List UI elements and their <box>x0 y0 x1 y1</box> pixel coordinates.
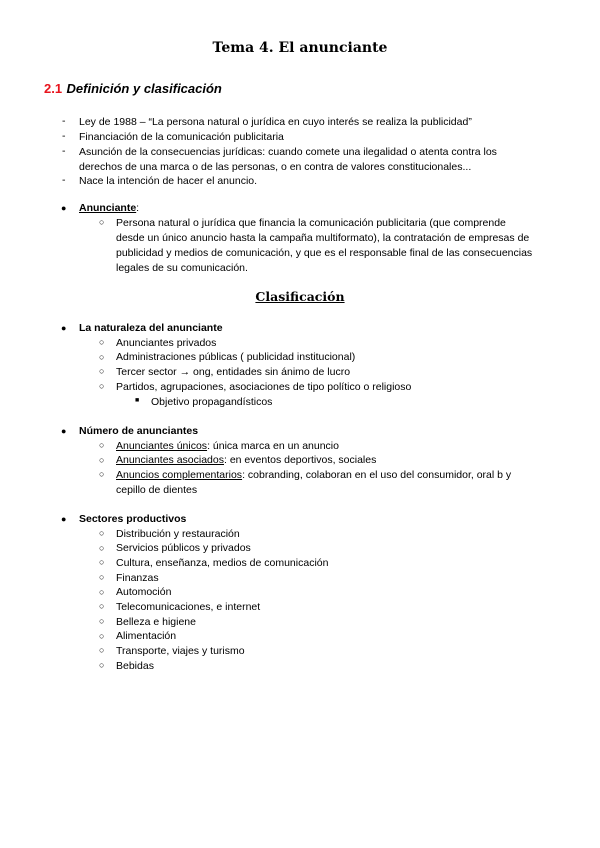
list-item: Transporte, viajes y turismo <box>116 645 245 657</box>
clasificacion-title: Clasificación <box>255 289 345 304</box>
term-description: : en eventos deportivos, sociales <box>224 454 377 466</box>
list-item: Finanzas <box>116 572 159 584</box>
list-item: Financiación de la comunicación publicitaria <box>79 131 284 143</box>
list-item <box>116 453 376 468</box>
term-description: : cobranding, colaboran en el uso del consumidor, oral b y <box>242 469 512 481</box>
circle-bullet-icon: ○ <box>99 337 105 347</box>
circle-bullet-icon: ○ <box>99 645 105 655</box>
circle-bullet-icon: ○ <box>99 440 105 450</box>
sub-list-item: Objetivo propagandísticos <box>151 396 273 408</box>
list-item-continuation: cepillo de dientes <box>116 484 198 496</box>
list-item: Alimentación <box>116 630 177 642</box>
numero-heading: Número de anunciantes <box>79 425 199 437</box>
dash-marker: - <box>62 145 66 157</box>
list-item: Tercer sector → ong, entidades sin ánimo de lucro <box>116 366 351 378</box>
term: Anunciantes únicos <box>116 440 208 452</box>
circle-bullet-icon: ○ <box>99 381 105 391</box>
square-bullet-icon: ■ <box>135 397 140 404</box>
section-number: 2.1 <box>44 81 63 96</box>
bullet-icon: ● <box>61 323 67 333</box>
list-item: Distribución y restauración <box>116 528 240 540</box>
dash-marker: - <box>62 174 66 186</box>
bullet-icon: ● <box>61 514 67 524</box>
list-item: Cultura, enseñanza, medios de comunicación <box>116 557 329 569</box>
sectores-heading: Sectores productivos <box>79 513 187 525</box>
dash-marker: - <box>62 130 66 142</box>
circle-bullet-icon: ○ <box>99 528 105 538</box>
list-item: Asunción de la consecuencias jurídicas: cuando comete una ilegalidad o atenta contra los <box>79 146 497 158</box>
circle-bullet-icon: ○ <box>99 660 105 670</box>
list-item: Bebidas <box>116 660 154 672</box>
anunciante-colon: : <box>136 202 140 214</box>
dash-marker: - <box>62 115 66 127</box>
definition-line: publicidad y medios de comunicación, y que es el responsable final de las consecuencias <box>116 247 533 259</box>
circle-bullet-icon: ○ <box>99 587 105 597</box>
definition-line: Persona natural o jurídica que financia la comunicación publicitaria (que comprende <box>116 217 506 229</box>
list-item: Partidos, agrupaciones, asociaciones de tipo político o religioso <box>116 381 412 393</box>
list-item: Anunciantes privados <box>116 337 217 349</box>
definition-line: legales de su comunicación. <box>116 262 248 274</box>
term: Anunciantes asociados <box>116 454 224 466</box>
list-item <box>116 439 339 454</box>
section-title: Definición y clasificación <box>66 81 222 96</box>
list-item: Automoción <box>116 586 172 598</box>
list-item: Belleza e higiene <box>116 616 196 628</box>
bullet-icon: ● <box>61 426 67 436</box>
list-item: Servicios públicos y privados <box>116 542 251 554</box>
section-heading <box>44 80 222 98</box>
circle-bullet-icon: ○ <box>99 455 105 465</box>
circle-bullet-icon: ○ <box>99 572 105 582</box>
circle-bullet-icon: ○ <box>99 616 105 626</box>
circle-bullet-icon: ○ <box>99 352 105 362</box>
document-title: Tema 4. El anunciante <box>212 40 388 56</box>
bullet-icon: ● <box>61 203 67 213</box>
anunciante-label: Anunciante <box>79 202 137 214</box>
circle-bullet-icon: ○ <box>99 557 105 567</box>
list-item-continuation: derechos de una marca o de las personas, o en contra de valores constitucionales... <box>79 161 472 173</box>
list-item: Telecomunicaciones, e internet <box>116 601 261 613</box>
definition-line: desde un único anuncio hasta la campaña multiformato), la contratación de empresas de <box>116 232 530 244</box>
circle-bullet-icon: ○ <box>99 601 105 611</box>
naturaleza-heading: La naturaleza del anunciante <box>79 322 223 334</box>
circle-bullet-icon: ○ <box>99 631 105 641</box>
term: Anuncios complementarios <box>116 469 243 481</box>
circle-bullet-icon: ○ <box>99 366 105 376</box>
list-item: Ley de 1988 – “La persona natural o jurídica en cuyo interés se realiza la publicidad” <box>79 116 472 128</box>
list-item: Administraciones públicas ( publicidad institucional) <box>116 351 356 363</box>
circle-bullet-icon: ○ <box>99 543 105 553</box>
term-description: : única marca en un anuncio <box>207 440 339 452</box>
circle-bullet-icon: ○ <box>99 469 105 479</box>
list-item: Nace la intención de hacer el anuncio. <box>79 175 258 187</box>
circle-bullet-icon: ○ <box>99 217 105 227</box>
list-item <box>116 468 511 483</box>
anunciante-heading <box>79 201 139 216</box>
